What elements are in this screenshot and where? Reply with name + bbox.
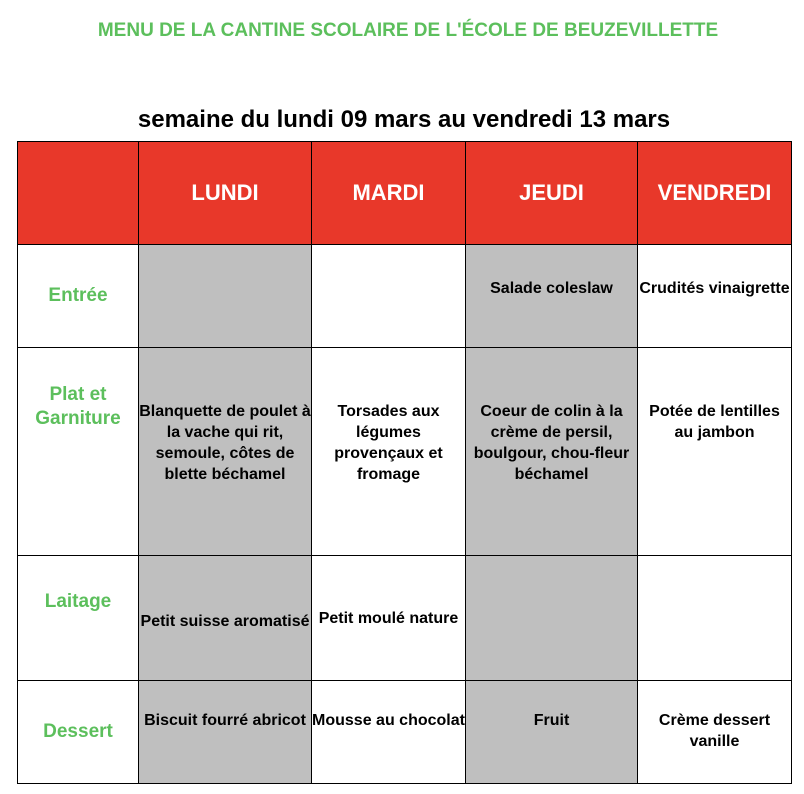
menu-cell: Biscuit fourré abricot xyxy=(139,681,312,784)
menu-cell: Mousse au chocolat xyxy=(312,681,466,784)
page-title: MENU DE LA CANTINE SCOLAIRE DE L'ÉCOLE DE BEUZEVILLETTE xyxy=(97,20,719,41)
menu-cell: Crème dessert vanille xyxy=(638,681,792,784)
menu-cell xyxy=(638,556,792,681)
menu-cell: Coeur de colin à la crème de persil, boulgour, chou-fleur béchamel xyxy=(466,348,638,556)
menu-cell: Torsades aux légumes provençaux et fromage xyxy=(312,348,466,556)
menu-cell xyxy=(466,556,638,681)
row-label-laitage: Laitage xyxy=(18,556,139,681)
menu-cell: Salade coleslaw xyxy=(466,245,638,348)
menu-table xyxy=(17,141,792,784)
menu-row-plat xyxy=(18,348,792,556)
menu-cell: Potée de lentilles au jambon xyxy=(638,348,792,556)
day-header-jeudi: JEUDI xyxy=(466,142,638,245)
menu-cell xyxy=(139,245,312,348)
menu-cell: Crudités vinaigrette xyxy=(638,245,792,348)
menu-row-dessert xyxy=(18,681,792,784)
menu-cell xyxy=(312,245,466,348)
menu-cell: Fruit xyxy=(466,681,638,784)
row-label-dessert: Dessert xyxy=(18,681,139,784)
menu-row-entree xyxy=(18,245,792,348)
header-row xyxy=(18,142,792,245)
header-corner xyxy=(18,142,139,245)
day-header-mardi: MARDI xyxy=(312,142,466,245)
day-header-lundi: LUNDI xyxy=(139,142,312,245)
week-subtitle: semaine du lundi 09 mars au vendredi 13 mars xyxy=(137,106,671,133)
menu-cell: Petit moulé nature xyxy=(312,556,466,681)
menu-cell: Petit suisse aromatisé xyxy=(139,556,312,681)
row-label-entree: Entrée xyxy=(18,245,139,348)
row-label-plat: Plat et Garniture xyxy=(18,348,139,556)
menu-row-laitage xyxy=(18,556,792,681)
day-header-vendredi: VENDREDI xyxy=(638,142,792,245)
menu-cell: Blanquette de poulet à la vache qui rit, semoule, côtes de blette béchamel xyxy=(139,348,312,556)
